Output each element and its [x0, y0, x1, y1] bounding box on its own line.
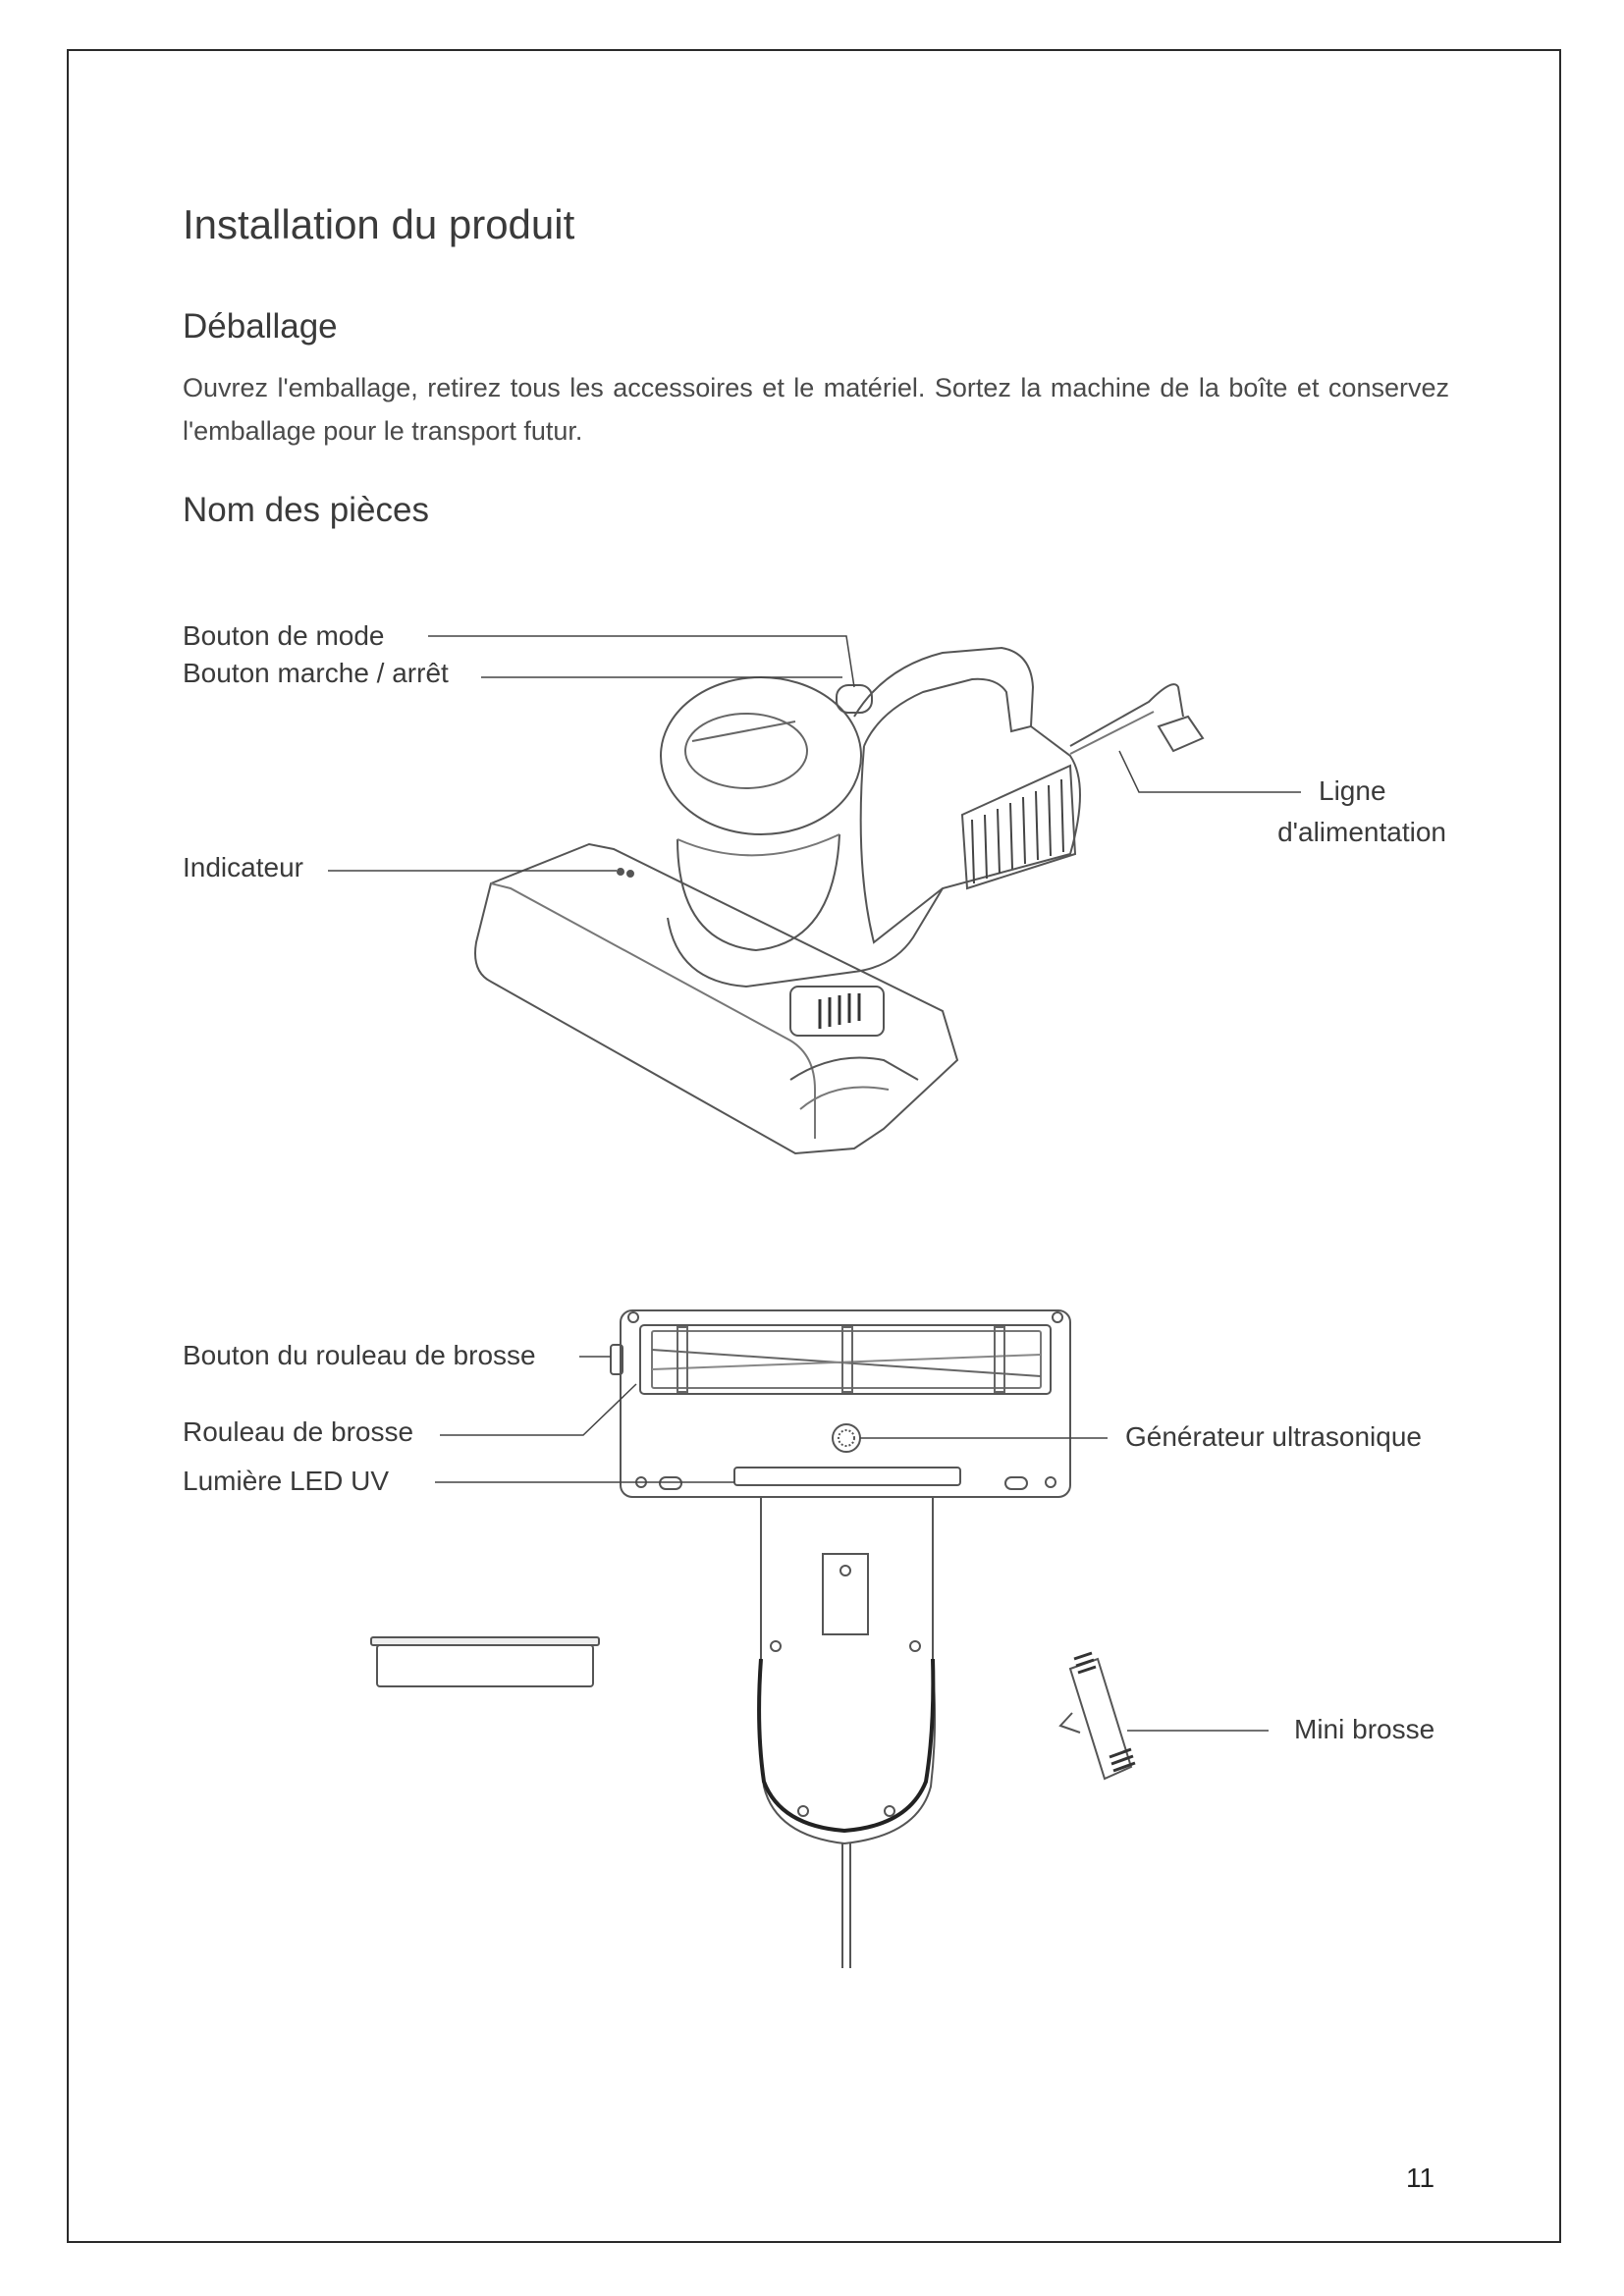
leader-lines-top [328, 636, 1301, 871]
leader-lines-bottom [435, 1357, 1269, 1731]
filter-drawing [371, 1637, 599, 1686]
vacuum-underside-drawing [611, 1310, 1070, 1968]
label-brush-roll: Rouleau de brosse [183, 1416, 414, 1447]
label-brush-roll-button: Bouton du rouleau de brosse [183, 1340, 536, 1370]
unpacking-paragraph: Ouvrez l'emballage, retirez tous les accessoires et le matériel. Sortez la machine de la boîte et conservez l'emballage pour le transport futur. [183, 373, 1449, 446]
page-title: Installation du produit [183, 201, 575, 247]
label-uv-led: Lumière LED UV [183, 1466, 390, 1496]
label-power-line-1: Ligne [1319, 775, 1386, 806]
mini-brush-drawing [1060, 1653, 1135, 1779]
page-number: 11 [1406, 2163, 1435, 2193]
label-power-button: Bouton marche / arrêt [183, 658, 449, 688]
ultrasonic-generator-drawing [833, 1424, 860, 1452]
label-ultrasonic-generator: Générateur ultrasonique [1125, 1421, 1422, 1452]
uv-led-drawing [734, 1468, 960, 1485]
front-vent-icon [820, 993, 859, 1029]
label-indicator: Indicateur [183, 852, 303, 882]
label-power-line-2: d'alimentation [1277, 817, 1446, 847]
section-heading-unpacking: Déballage [183, 307, 338, 346]
label-mini-brush: Mini brosse [1294, 1714, 1435, 1744]
label-mode-button: Bouton de mode [183, 620, 385, 651]
section-heading-parts: Nom des pièces [183, 491, 429, 529]
vacuum-perspective-drawing [475, 648, 1203, 1153]
